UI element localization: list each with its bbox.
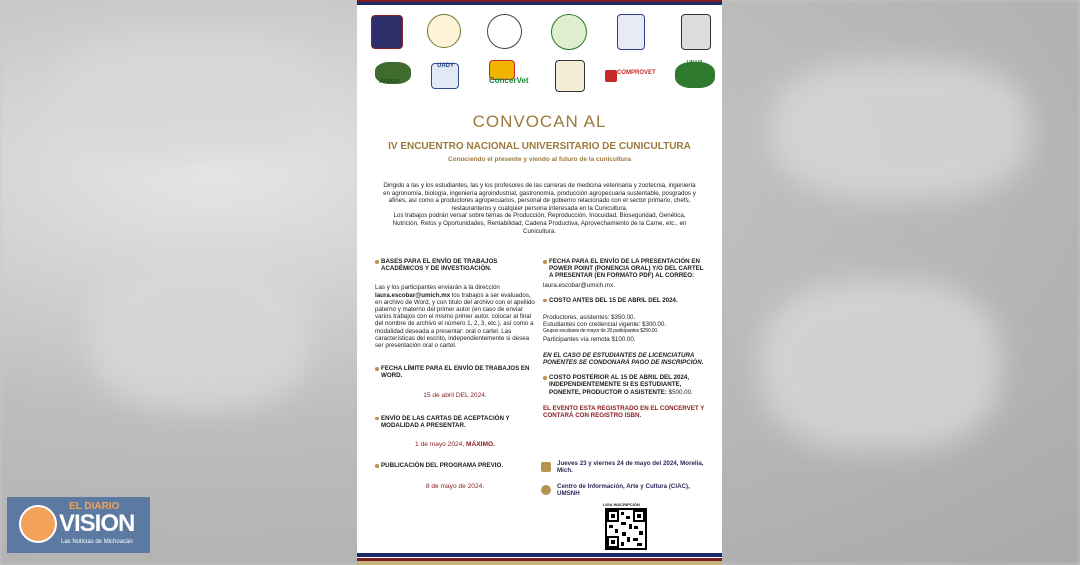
early-cost-heading: COSTO ANTES DEL 15 DE ABRIL DEL 2024.	[543, 297, 705, 304]
left-column	[375, 258, 535, 490]
bases-heading: BASES PARA EL ENVÍO DE TRABAJOS ACADÉMICOS Y DE INVESTIGACIÓN.	[375, 258, 535, 272]
right-column	[543, 258, 705, 419]
cost-producers: Productores, asistentes: $350.00.	[543, 314, 636, 322]
program-date: 8 de mayo de 2024.	[425, 482, 485, 490]
calendar-icon	[541, 462, 551, 472]
presentation-email[interactable]: laura.escobar@umich.mx.	[543, 281, 615, 289]
intro-text	[381, 182, 698, 235]
bases-paragraph	[375, 284, 535, 349]
isbn-notice: EL EVENTO ESTA REGISTRADO EN EL CONCERVET Y CONTARÁ CON REGISTRO ISBN.	[543, 404, 705, 420]
cost-remote: Participantes vía remota $100.00.	[543, 335, 636, 343]
letters-date-value: 1 de mayo 2024,	[415, 441, 466, 449]
background-blur	[760, 280, 1000, 450]
contact-email[interactable]: laura.escobar@umich.mx	[375, 291, 451, 299]
qr-label: LIGA INSCRIPCIÓN	[603, 502, 640, 507]
crown-logo-icon	[555, 60, 585, 92]
late-cost-text: COSTO POSTERIOR AL 15 DE ABRIL DEL 2024, INDEPENDIENTEMENTE SI ES ESTUDIANTE, PONENTE, PRODUCTOR O ASISTENTE:	[549, 374, 690, 396]
background-blur	[90, 260, 310, 410]
intro-paragraph: Dirigido a las y los estudiantes, las y los profesores de las carreras de medicina veterinaria y zootecnia, ingeniería en agronomía, biología, ingeniería agroindustrial, gastronomía, producción agropecuaria sustentable, posgrados y afines, así como a productores agropecuarios, personal de gobierno relacionado con el sector primario, chefs, restauranteros y cualquier persona interesada en la Cunicultura.	[383, 182, 696, 212]
diario-vision-logo[interactable]	[7, 497, 150, 553]
presentation-heading: FECHA PARA EL ENVÍO DE LA PRESENTACIÓN EN POWER POINT (PONENCIA ORAL) Y/O DEL CARTEL A PRESENTAR (EN FORMATO PDF) AL CORREO:	[543, 258, 705, 280]
late-cost-heading	[543, 374, 705, 396]
logo-concervet-label: ConcerVet	[489, 76, 529, 85]
program-heading: PUBLICACIÓN DEL PROGRAMA PREVIO.	[375, 462, 535, 469]
logo-unam-label: UNAM	[687, 60, 702, 66]
logo-arcun-label: Arcun	[379, 78, 400, 85]
brand-name: VISION	[59, 510, 135, 537]
faculty-seal-icon	[427, 14, 461, 48]
student-waiver-note: EN EL CASO DE ESTUDIANTES DE LICENCIATURA PONENTES SE CONDONARÁ PAGO DE INSCRIPCIÓN.	[543, 351, 704, 367]
brand-tagline: Las Noticias de Michoacán	[61, 539, 133, 545]
logo-comprovet-label: COMPROVET	[617, 70, 656, 76]
cost-groups: Grupos escolares de mayor de 20 participantes $250.00.	[543, 328, 659, 335]
location-pin-icon	[541, 485, 551, 495]
bases-text-a: Las y los participantes enviarán a la dirección	[375, 284, 500, 292]
bottom-stripe	[357, 553, 722, 565]
qr-pattern-icon	[607, 510, 645, 548]
bases-text-b: los trabajos a ser evaluados, en archivo de Word, y con título del archivo con el apellido paterno y materno del primer autor (en caso de enviar varios trabajos con el mismo primer autor, colocar al final del nombre de archivo el número 1, 2, 3, etc.), así como a modalidad deseada a presentar: oral o cartel. Las características del escrito, independientemente si desea ser presentación oral o cartel.	[375, 291, 535, 350]
late-cost-value: $500.00.	[666, 388, 693, 396]
registration-qr-code[interactable]	[605, 508, 647, 550]
agronomy-seal-icon	[551, 14, 587, 50]
letters-date	[375, 441, 535, 448]
deadline-date: 15 de abril DEL 2024.	[423, 391, 487, 399]
deadline-heading: FECHA LÍMITE PARA EL ENVÍO DE TRABAJOS EN WORD.	[375, 365, 535, 379]
convocan-heading: CONVOCAN AL	[472, 112, 607, 131]
event-title: IV ENCUENTRO NACIONAL UNIVERSITARIO DE CUNICULTURA	[388, 141, 691, 152]
event-poster	[357, 0, 722, 565]
letters-date-max: MÁXIMO.	[466, 441, 495, 449]
background-blur	[770, 60, 1030, 200]
logo-uady-label: UADY	[437, 63, 455, 69]
top-stripe	[357, 0, 722, 5]
veterinary-seal-icon	[487, 14, 522, 49]
institute-shield-icon	[617, 14, 645, 50]
sun-logo-icon	[19, 505, 57, 543]
event-subtitle: Conociendo el presente y viendo al futuro de la cunicultura	[447, 156, 632, 163]
comprovet-mark-icon	[605, 70, 617, 82]
event-dates: Jueves 23 y viernes 24 de mayo del 2024, Morelia, Mich.	[557, 460, 704, 475]
intro-paragraph-2: Los trabajos podrán versar sobre temas de Producción, Reproducción, Inocuidad, Bioseguridad, Genética, Nutrición, Retos y Oportunidades, Rentabilidad, Cadena Productiva, Aprovechamiento de la Carne, etc., en Cunicultura.	[392, 212, 687, 235]
letters-heading: ENVÍO DE LAS CARTAS DE ACEPTACIÓN Y MODALIDAD A PRESENTAR.	[375, 415, 535, 429]
university-shield-icon	[681, 14, 711, 50]
brand-top-text: EL DIARIO	[69, 501, 120, 512]
background-blur	[60, 40, 320, 160]
university-crest-icon	[371, 15, 403, 49]
event-venue: Centro de Información, Arte y Cultura (CIAC), UMSNH	[557, 483, 690, 498]
cost-students: Estudiantes con credencial vigente: $300.00.	[543, 321, 667, 329]
